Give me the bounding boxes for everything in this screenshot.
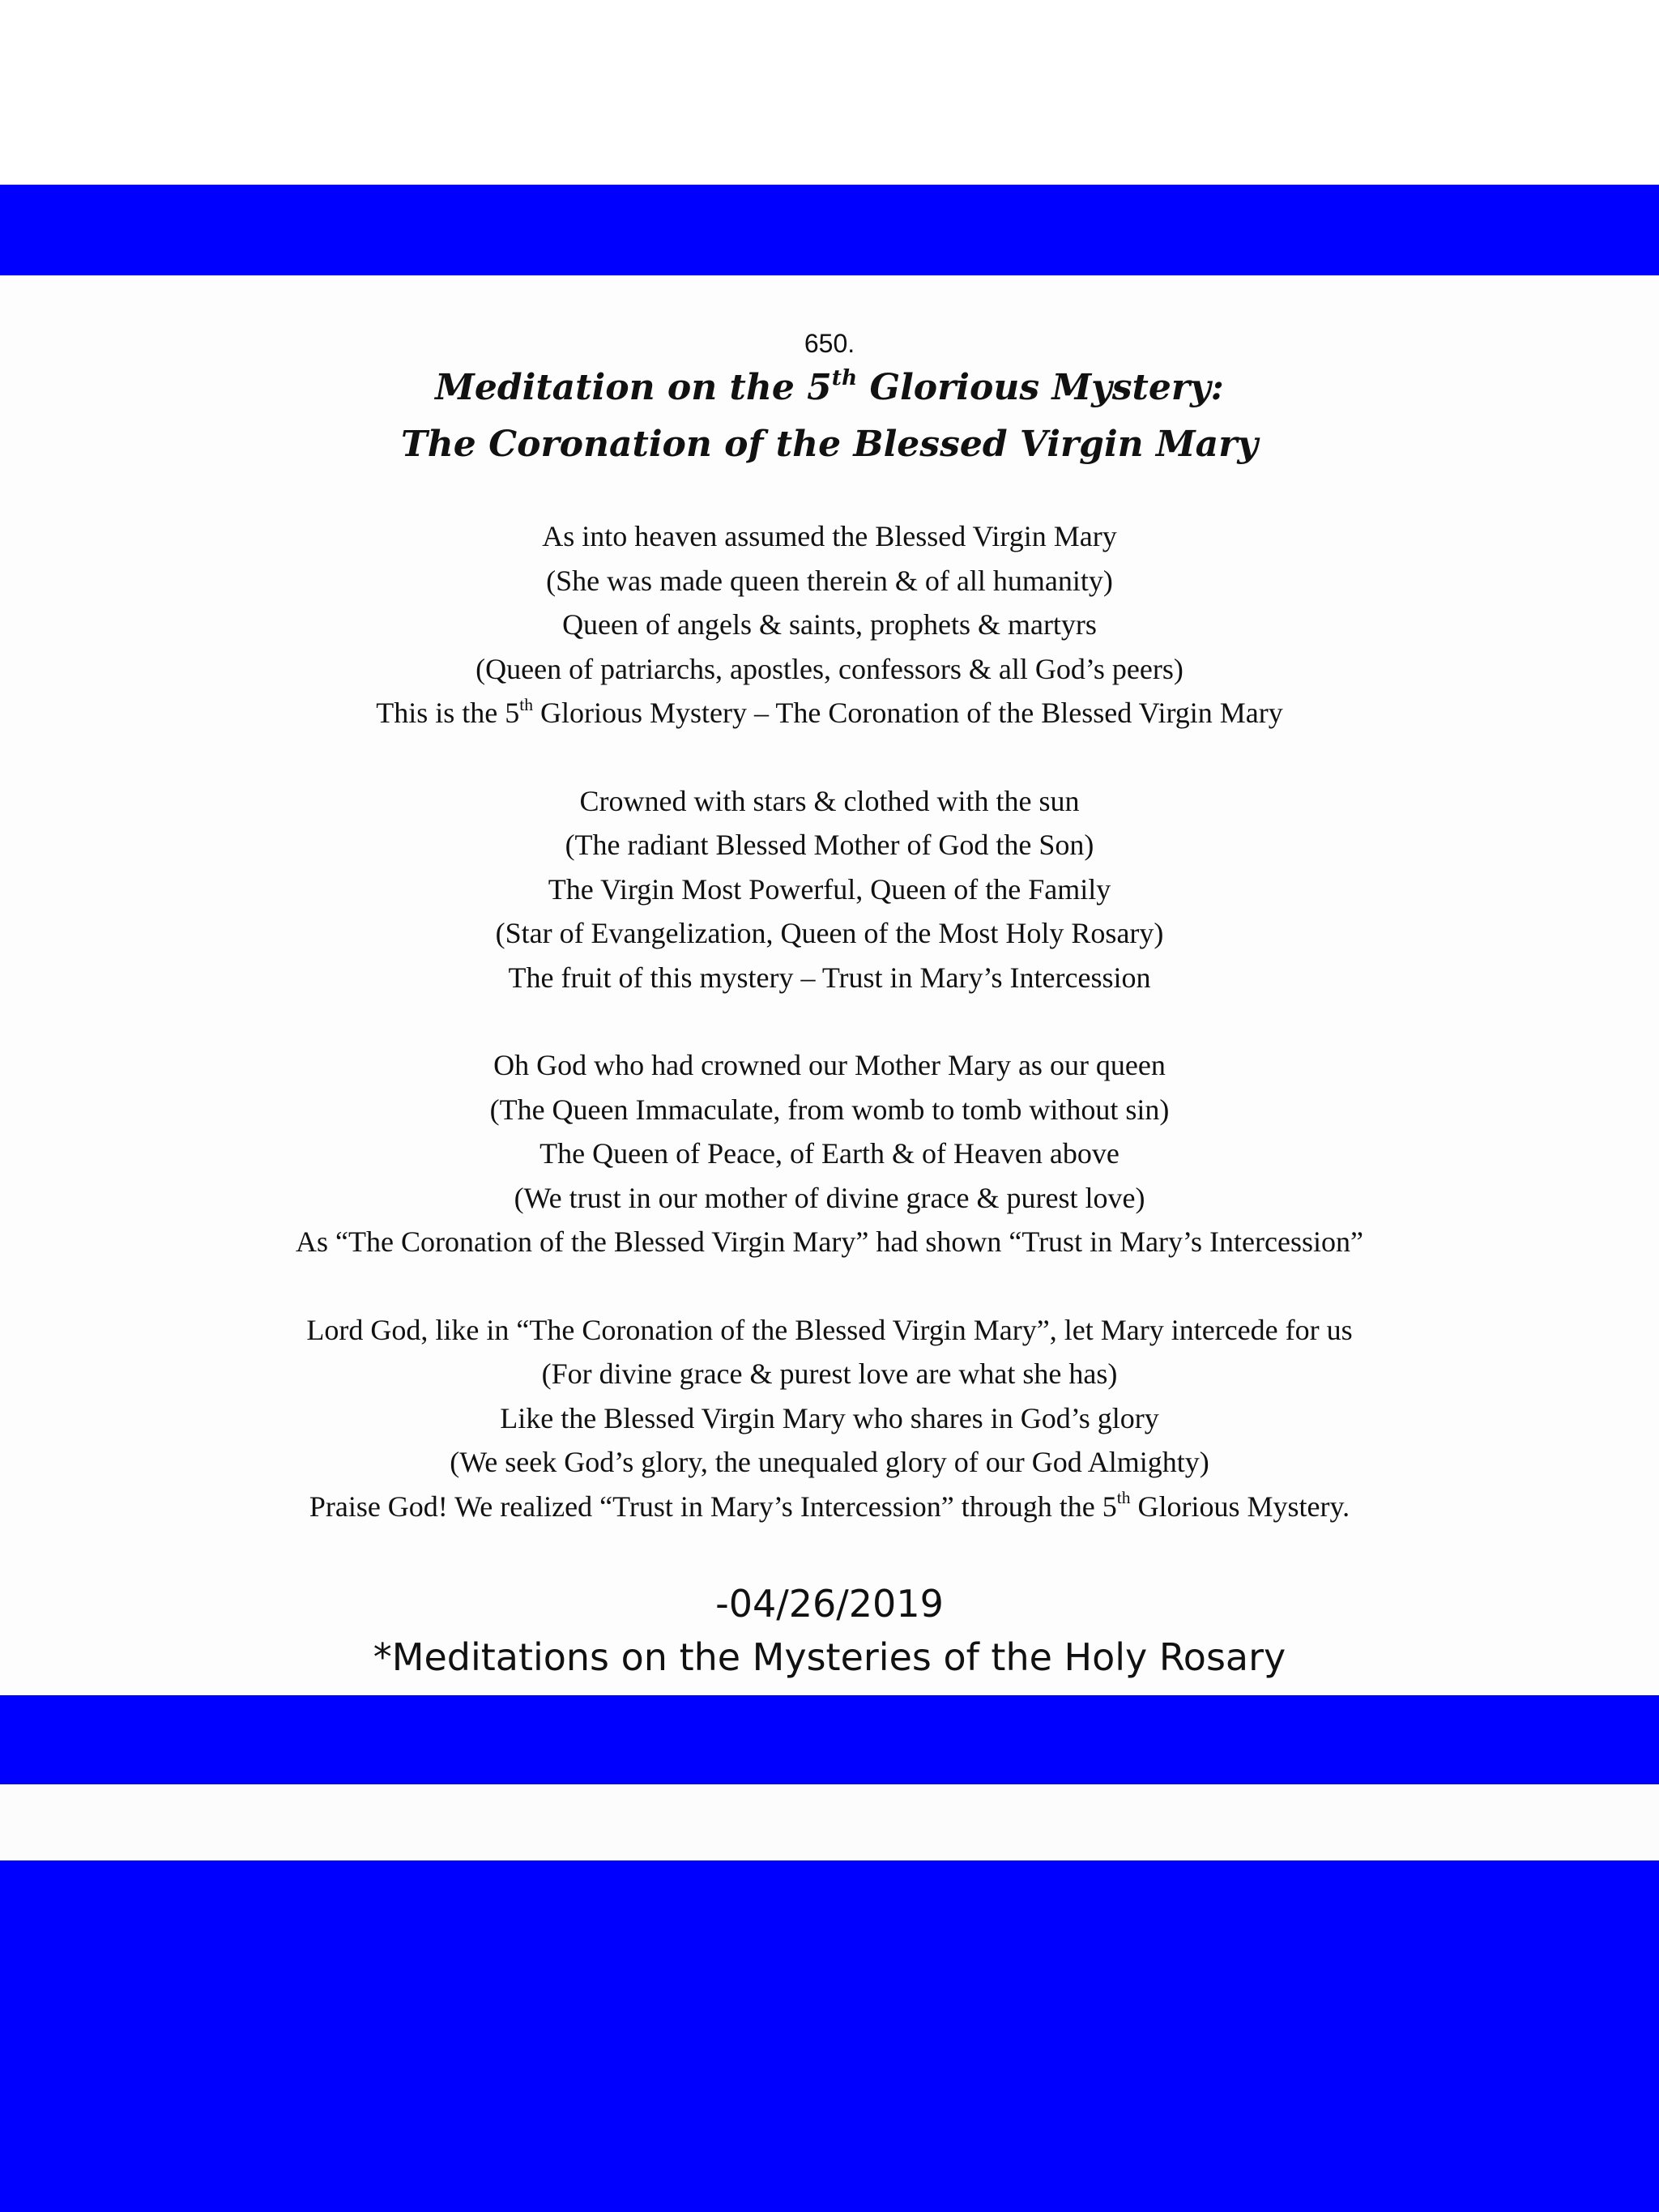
poem-number: 650.	[804, 329, 855, 358]
poem-line: (We trust in our mother of divine grace & purest love)	[514, 1181, 1145, 1214]
poem-line: As into heaven assumed the Blessed Virgin Mary	[542, 520, 1117, 552]
top-blue-band	[0, 185, 1659, 275]
stanza	[0, 779, 1659, 1000]
lower-white-strip	[0, 1784, 1659, 1860]
poem-line: Lord God, like in “The Coronation of the Blessed Virgin Mary”, let Mary intercede for us	[306, 1313, 1353, 1346]
middle-blue-band	[0, 1695, 1659, 1784]
poem-line: Crowned with stars & clothed with the sun	[579, 784, 1080, 817]
poem-line: The Virgin Most Powerful, Queen of the Family	[548, 872, 1111, 906]
poem-line: (The radiant Blessed Mother of God the Son)	[565, 829, 1094, 861]
poem-line: (She was made queen therein & of all humanity)	[546, 564, 1113, 597]
poem-line: (We seek God’s glory, the unequaled glory of our God Almighty)	[450, 1446, 1209, 1478]
poem-line: (For divine grace & purest love are what she has)	[541, 1357, 1118, 1390]
poem-line: Praise God! We realized “Trust in Mary’s Intercession” through the 5th Glorious Mystery.	[309, 1488, 1350, 1523]
poem-line: (Queen of patriarchs, apostles, confessors & all God’s peers)	[476, 652, 1183, 685]
poem-line: (The Queen Immaculate, from womb to tomb without sin)	[489, 1093, 1170, 1126]
stanza	[0, 1043, 1659, 1264]
poem-line: Oh God who had crowned our Mother Mary as our queen	[493, 1049, 1166, 1081]
poem-line: As “The Coronation of the Blessed Virgin Mary” had shown “Trust in Mary’s Intercession”	[296, 1225, 1363, 1258]
poem-date: -04/26/2019	[715, 1582, 944, 1626]
poem-line: The Queen of Peace, of Earth & of Heaven above	[539, 1137, 1120, 1170]
poem-line: Like the Blessed Virgin Mary who shares in God’s glory	[500, 1401, 1159, 1434]
stanza	[0, 514, 1659, 735]
title-line-1: Meditation on the 5th Glorious Mystery:	[435, 364, 1224, 408]
poem-line: The fruit of this mystery – Trust in Mary’s Intercession	[508, 961, 1151, 994]
title-line-2: The Coronation of the Blessed Virgin Mary	[401, 424, 1258, 465]
bottom-blue-band	[0, 1860, 1659, 2212]
poem-body	[0, 514, 1659, 1572]
poem-footer	[0, 1577, 1659, 1684]
series-title: *Meditations on the Mysteries of the Holy Rosary	[373, 1635, 1286, 1679]
stanza	[0, 1308, 1659, 1529]
poem-line: (Star of Evangelization, Queen of the Most Holy Rosary)	[495, 917, 1164, 949]
poem-title	[0, 360, 1659, 473]
poem-line: Queen of angels & saints, prophets & martyrs	[562, 608, 1097, 641]
poem-line: This is the 5th Glorious Mystery – The Coronation of the Blessed Virgin Mary	[376, 694, 1283, 729]
